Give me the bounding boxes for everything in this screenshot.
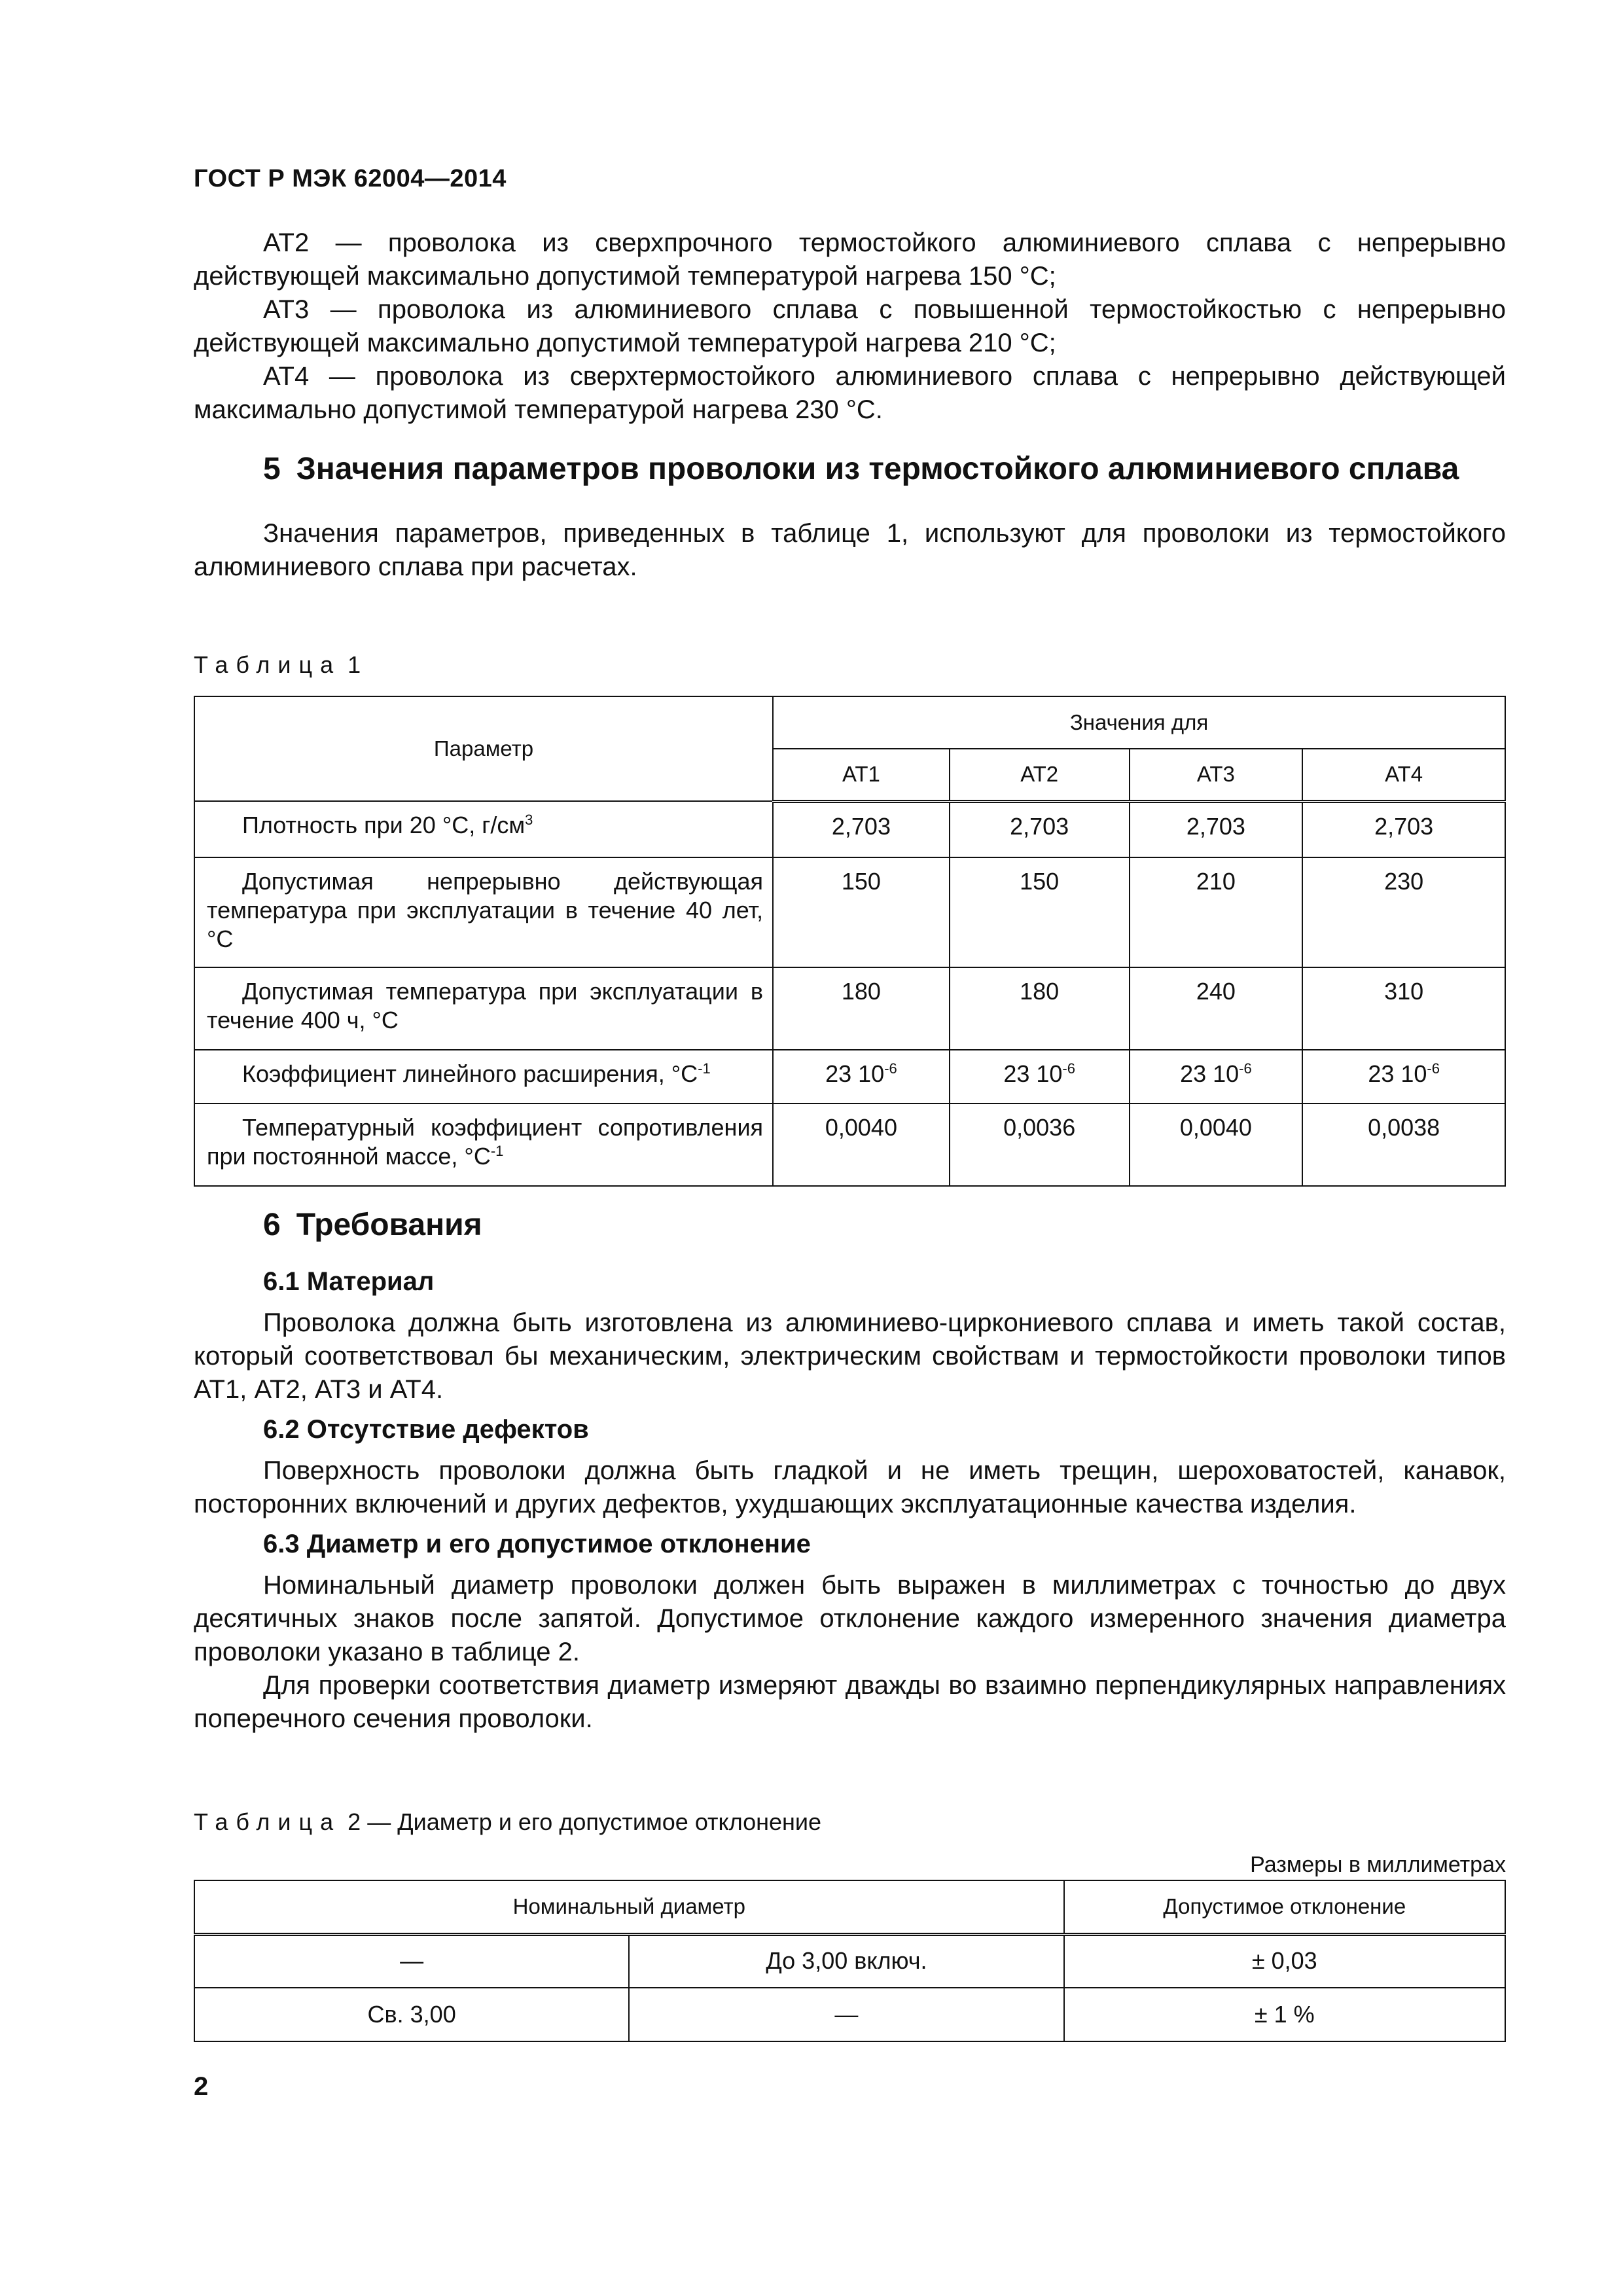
table-2-caption-title: — Диаметр и его допустимое отклонение [367,1808,822,1835]
table-1-value-cell: 23 $10^{-6}$ [950,1050,1130,1103]
table-1-row [194,801,1505,857]
table-2 [194,1880,1506,2042]
table-1-wrapper [194,696,1506,1187]
table-1-header-values-for: Значения для [773,696,1505,749]
intro-item-at4: АТ4 — проволока из сверхтермостойкого алюминиевого сплава с непрерывно действующей максимально допустимой температурой нагрева 230 °С. [194,362,1506,424]
table-2-cell: — [194,1934,629,1988]
table-2-cell: — [629,1988,1063,2041]
section-6-heading [194,1209,1506,1242]
table-1-value-cell: 2,703 [950,801,1130,857]
table-1-param-cell: Допустимая непрерывно действующая температура при эксплуатации в течение 40 лет, °С [194,857,773,967]
table-1-row [194,857,1505,967]
table-1-value-cell: 180 [950,967,1130,1050]
table-1-param-cell: Коэффициент линейного расширения, $^\circ С^{-1}$ [194,1050,773,1103]
table-1-value-cell: 210 [1130,857,1303,967]
table-1-value-cell: 150 [950,857,1130,967]
table-1-value-cell: 230 [1302,857,1505,967]
table-1-value-cell: 2,703 [1302,801,1505,857]
table-1-param-cell: Допустимая температура при эксплуатации в течение 400 ч, °С [194,967,773,1050]
table-1-row [194,1050,1505,1103]
table-1-header-type: АТ1 [773,749,950,801]
table-2-row [194,1988,1505,2041]
subsection-6-3-text-1: Номинальный диаметр проволоки должен быть выражен в миллиметрах с точностью до двух десятичных знаков после запятой. Допустимое отклонение каждого измеренного значения диаметра проволоки указано в таблице 2. [194,1571,1506,1666]
table-2-caption-word: Таблица [194,1808,342,1835]
table-1-value-cell: 23 $10^{-6}$ [1302,1050,1505,1103]
intro-item-at3: АТ3 — проволока из алюминиевого сплава с повышенной термостойкостью с непрерывно действующей максимально допустимой температурой нагрева 210 °С; [194,295,1506,357]
intro-item-at2: АТ2 — проволока из сверхпрочного термостойкого алюминиевого сплава с непрерывно действующей максимально допустимой температурой нагрева 150 °С; [194,228,1506,291]
table-2-header-nominal: Номинальный диаметр [194,1880,1064,1934]
table-2-caption [194,1808,1506,1836]
subsection-6-3-heading: 6.3 Диаметр и его допустимое отклонение [263,1530,811,1558]
table-2-cell: До 3,00 включ. [629,1934,1063,1988]
intro-block [194,226,1506,427]
table-1-row [194,1103,1505,1186]
table-2-wrapper [194,1880,1506,2042]
section-5-heading [194,453,1506,486]
table-2-header-tolerance: Допустимое отклонение [1064,1880,1505,1934]
table-1-value-cell: 2,703 [1130,801,1303,857]
section-6-title: Требования [296,1208,482,1242]
table-2-row [194,1934,1505,1988]
table-1-header-param: Параметр [194,696,773,801]
table-2-units-note: Размеры в миллиметрах [1250,1852,1506,1877]
table-1-header-type: АТ4 [1302,749,1505,801]
table-1-header-type: АТ3 [1130,749,1303,801]
table-1-value-cell: 23 $10^{-6}$ [1130,1050,1303,1103]
table-1-value-cell: 0,0036 [950,1103,1130,1186]
table-1-param-cell: Плотность при 20 °С, $г/см^3$ [194,801,773,857]
table-1-value-cell: 150 [773,857,950,967]
table-1-param-cell: Температурный коэффициент сопротивления при постоянной массе, $^\circ С^{-1}$ [194,1103,773,1186]
subsection-6-1-heading: 6.1 Материал [263,1267,435,1296]
table-1-caption-number: 1 [348,651,361,678]
section-6 [194,1209,1506,1736]
table-2-cell: ± 1 % [1064,1988,1505,2041]
table-1-row [194,967,1505,1050]
table-1-value-cell: 180 [773,967,950,1050]
subsection-6-2-text: Поверхность проволоки должна быть гладкой и не иметь трещин, шероховатостей, канавок, посторонних включений и других дефектов, ухудшающих эксплуатационные качества изделия. [194,1456,1506,1518]
table-1-value-cell: 0,0040 [773,1103,950,1186]
table-1-header-type: АТ2 [950,749,1130,801]
table-1 [194,696,1506,1187]
table-1-caption [194,651,1506,679]
table-1-value-cell: 0,0040 [1130,1103,1303,1186]
table-2-cell: ± 0,03 [1064,1934,1505,1988]
table-1-value-cell: 240 [1130,967,1303,1050]
page-number: 2 [194,2072,209,2101]
section-5-text: Значения параметров, приведенных в таблице 1, используют для проволоки из термостойкого алюминиевого сплава при расчетах. [194,519,1506,581]
section-6-number: 6 [263,1208,281,1242]
table-1-value-cell: 0,0038 [1302,1103,1505,1186]
table-1-value-cell: 2,703 [773,801,950,857]
table-2-caption-number: 2 [348,1808,361,1835]
subsection-6-1-text: Проволока должна быть изготовлена из алюминиево-циркониевого сплава и иметь такой состав, который соответствовал бы механическим, электрическим свойствам и термостойкости проволоки типов АТ1, АТ2, АТ3 и АТ4. [194,1308,1506,1404]
section-5-number: 5 [263,452,281,486]
section-5 [194,453,1506,584]
table-1-value-cell: 23 $10^{-6}$ [773,1050,950,1103]
table-1-value-cell: 310 [1302,967,1505,1050]
section-5-title: Значения параметров проволоки из термостойкого алюминиевого сплава [296,452,1459,486]
subsection-6-3-text-2: Для проверки соответствия диаметр измеряют дважды во взаимно перпендикулярных направлениях поперечного сечения проволоки. [194,1671,1506,1733]
subsection-6-2-heading: 6.2 Отсутствие дефектов [263,1415,589,1444]
table-2-cell: Св. 3,00 [194,1988,629,2041]
table-1-caption-word: Таблица [194,651,342,678]
document-header: ГОСТ Р МЭК 62004—2014 [194,165,507,192]
